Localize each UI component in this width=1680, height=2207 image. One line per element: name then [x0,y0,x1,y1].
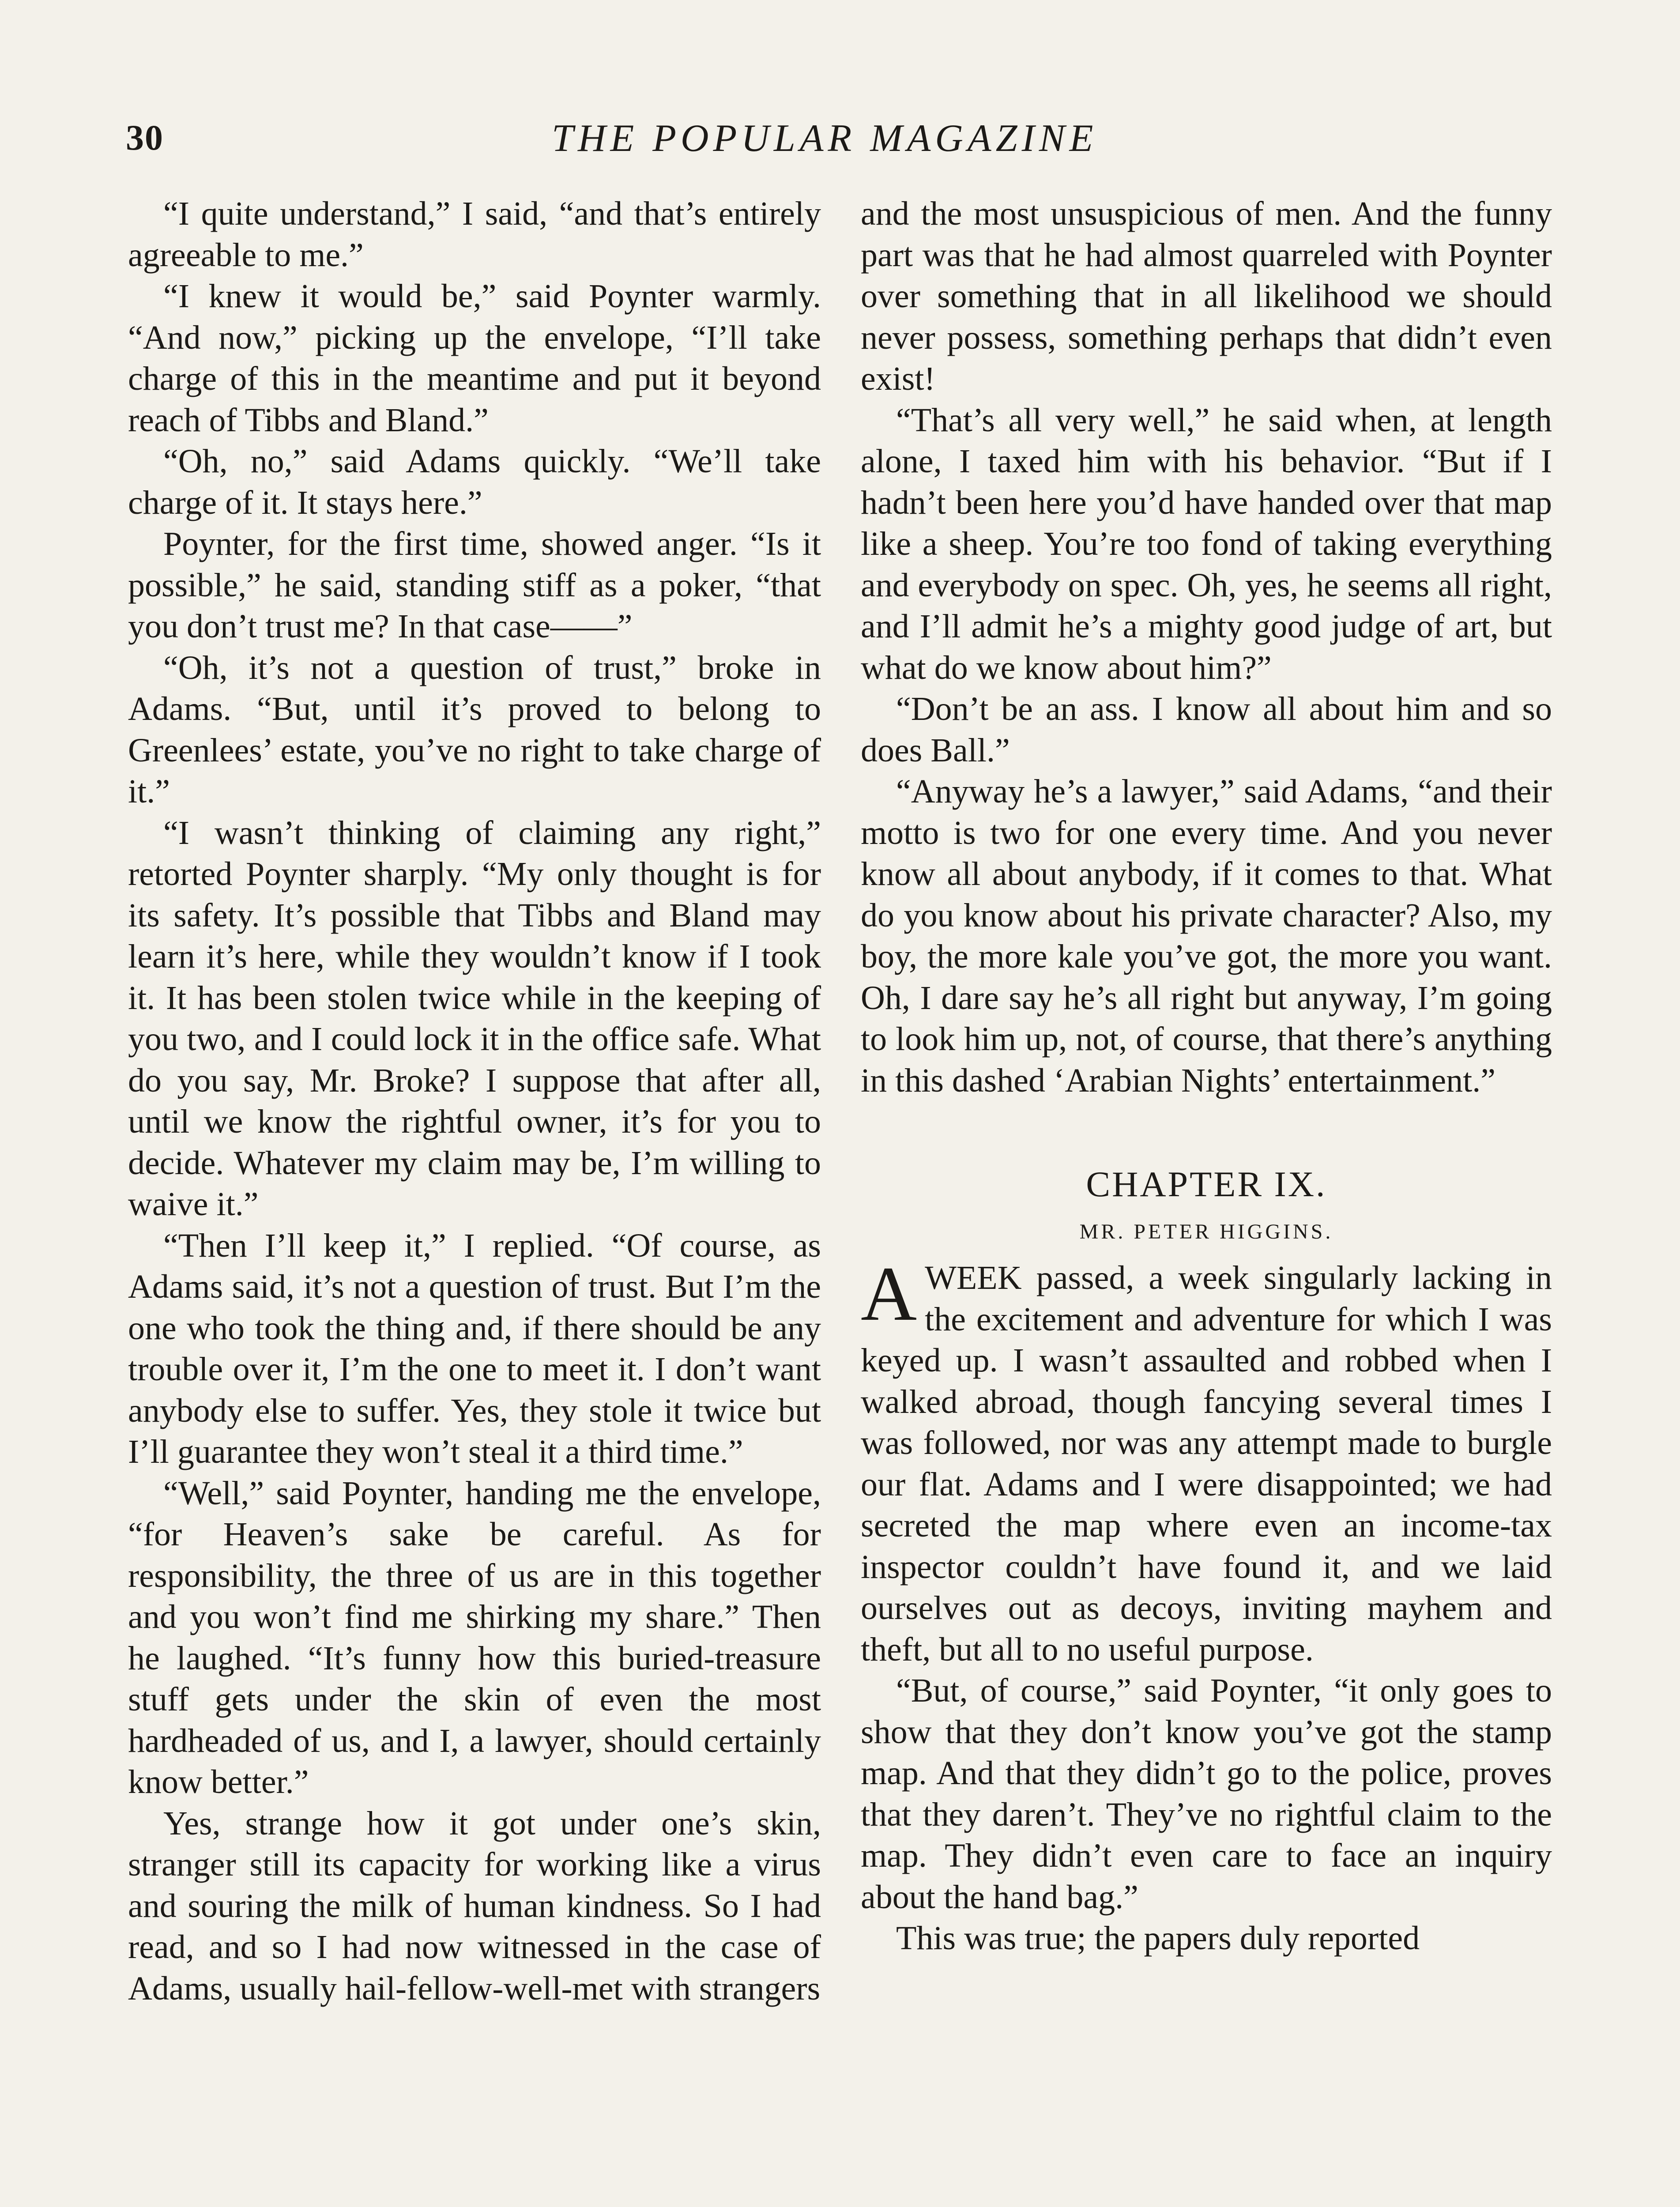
page-number: 30 [126,117,164,158]
running-title: THE POPULAR MAGAZINE [552,117,1098,160]
paragraph: Yes, strange how it got under one’s skin, stranger still its capacity for working like a virus and souring the milk of human kindness. So I had read, and so I had now witnessed in the case of Adams, usually hail-fellow-well-met with strangers [128,1804,821,2007]
paragraph: “I wasn’t thinking of claiming any right,” retorted Poynter sharply. “My only thought is for its safety. It’s possible that Tibbs and Bland may learn it’s here, while they wouldn’t know if I took it. It has been stolen twice while in the keeping of you two, and I could lock it in the office safe. What do you say, Mr. Broke? I suppose that after all, until we know the rightful owner, it’s for you to decide. Whatever my claim may be, I’m willing to waive it.” [128,814,821,1223]
chapter-subtitle: MR. PETER HIGGINS. [1079,1220,1333,1243]
left-text-column [128,193,821,2009]
paragraph: “But, of course,” said Poynter, “it only goes to show that they don’t know you’ve got the stamp map. And that they didn’t go to the police, proves that they daren’t. They’ve no rightful claim to the map. They didn’t even care to face an inquiry about the hand bag.” [861,1672,1552,1916]
right-text-column [861,193,1552,1959]
paragraph: “Anyway he’s a lawyer,” said Adams, “and their motto is two for one every time. And you never know all about anybody, if it comes to that. What do you know about his private character? Also, my boy, the more kale you’ve got, the more you want. Oh, I dare say he’s all right but anyway, I’m going to look him up, not, of course, that there’s anything in this dashed ‘Arabian Nights’ entertainment.” [861,773,1552,1099]
paragraph: “I knew it would be,” said Poynter warmly. “And now,” picking up the envelope, “I’ll take charge of this in the meantime and put it beyond reach of Tibbs and Bland.” [128,278,821,439]
paragraph: This was true; the papers duly reported [896,1920,1420,1957]
chapter-title: CHAPTER IX. [1086,1164,1327,1204]
paragraph: “I quite understand,” I said, “and that’s entirely agreeable to me.” [128,195,821,274]
paragraph: “Oh, it’s not a question of trust,” broke in Adams. “But, until it’s proved to belong to Greenlees’ estate, you’ve no right to take charge of it.” [128,649,821,810]
paragraph: “Well,” said Poynter, handing me the envelope, “for Heaven’s sake be careful. As for responsibility, the three of us are in this together and you won’t find me shirking my share.” Then he laughed. “It’s funny how this buried-treasure stuff gets under the skin of even the most hardheaded of us, and I, a lawyer, should certainly know better.” [128,1474,821,1800]
continued-paragraph: and the most unsuspicious of men. And the funny part was that he had almost quarreled with Poynter over something that in all likelihood we should never possess, something perhaps that didn’t even exist! [861,195,1552,397]
chapter-opening-paragraph [861,1251,1552,1670]
paragraph: “Oh, no,” said Adams quickly. “We’ll take charge of it. It stays here.” [128,443,821,521]
page-header [126,113,1554,170]
paragraph: Poynter, for the first time, showed anger. “Is it possible,” he said, standing stiff as a poker, “that you don’t trust me? In that case——” [128,525,821,645]
paragraph: “That’s all very well,” he said when, at length alone, I taxed him with his behavior. “But if I hadn’t been here you’d have handed over that map like a sheep. You’re too fond of taking everything and everybody on spec. Oh, yes, he seems all right, and I’ll admit he’s a mighty good judge of art, but what do we know about him?” [861,401,1552,686]
opening-text: WEEK passed, a week singularly lacking in the excitement and adventure for which I was keyed up. I wasn’t assaulted and robbed when I walked abroad, though fancying several times I was followed, nor was any attempt made to burgle our flat. Adams and I were disappointed; we had secreted the map where even an income-tax inspector couldn’t have found it, and we laid ourselves out as decoys, inviting mayhem and theft, but all to no useful purpose. [861,1259,1552,1668]
drop-cap-letter: A [861,1251,917,1337]
paragraph: “Don’t be an ass. I know all about him and so does Ball.” [861,690,1552,769]
paragraph: “Then I’ll keep it,” I replied. “Of course, as Adams said, it’s not a question of trust. But I’m the one who took the thing and, if there should be any trouble over it, I’m the one to meet it. I don’t want anybody else to suffer. Yes, they stole it twice but I’ll guarantee they won’t steal it a third time.” [128,1227,821,1470]
